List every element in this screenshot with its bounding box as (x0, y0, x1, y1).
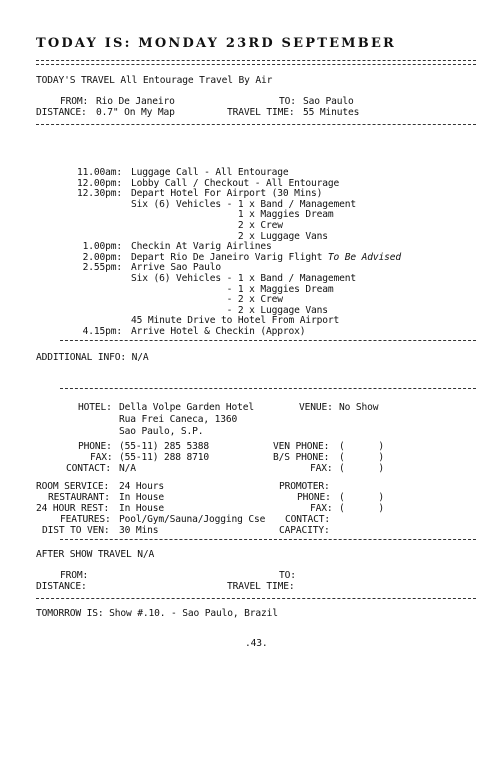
venue-value: No Show (339, 402, 379, 413)
section-divider (36, 598, 476, 599)
hotel-fax-value: (55-11) 288 8710 (119, 452, 210, 463)
schedule-text-main: Arrive Sao Paulo (131, 262, 222, 273)
page-heading: TODAY IS: MONDAY 23RD SEPTEMBER (36, 36, 397, 51)
rest24-value: In House (119, 503, 165, 514)
after-show-title: AFTER SHOW TRAVEL N/A (36, 549, 155, 560)
travel-distance-label: DISTANCE: (36, 107, 87, 118)
features-value: Pool/Gym/Sauna/Jogging Cse (119, 514, 266, 525)
ven-fax-value: ( ) (339, 463, 385, 474)
hotel-contact-label: CONTACT: (66, 463, 112, 474)
travel-title: TODAY'S TRAVEL All Entourage Travel By Air (36, 75, 273, 86)
schedule-text-main: 45 Minute Drive to Hotel From Airport (131, 315, 340, 326)
restaurant-label: RESTAURANT: (48, 492, 110, 503)
travel-from-value: Rio De Janeiro (96, 96, 175, 107)
schedule-time: 11.00am: (76, 167, 122, 178)
travel-to-value: Sao Paulo (303, 96, 354, 107)
schedule-text-main: Depart Hotel For Airport (30 Mins) (131, 188, 323, 199)
promoter-contact-label: CONTACT: (285, 514, 331, 525)
hotel-contact-value: N/A (119, 463, 136, 474)
tomorrow-line: TOMORROW IS: Show #.10. - Sao Paulo, Brazil (36, 608, 278, 619)
ven-phone-value: ( ) (339, 441, 385, 452)
schedule-text-main: Six (6) Vehicles - 1 x Band / Management (131, 199, 357, 210)
promoter-phone-value: ( ) (339, 492, 385, 503)
bs-phone-value: ( ) (339, 452, 385, 463)
section-divider (36, 124, 476, 125)
capacity-label: CAPACITY: (279, 525, 330, 536)
schedule-text (131, 326, 305, 338)
schedule-text-main: Depart Rio De Janeiro Varig Flight (131, 252, 328, 263)
travel-to-label: TO: (279, 96, 296, 107)
venue-label: VENUE: (299, 402, 333, 413)
section-divider (60, 388, 476, 389)
travel-time-value: 55 Minutes (303, 107, 360, 118)
travel-from-label: FROM: (60, 96, 89, 107)
ven-phone-label: VEN PHONE: (273, 441, 330, 452)
hotel-phone-value: (55-11) 285 5388 (119, 441, 210, 452)
after-show-to-label: TO: (279, 570, 296, 581)
schedule-text-main: Six (6) Vehicles - 1 x Band / Management (131, 273, 357, 284)
travel-time-label: TRAVEL TIME: (227, 107, 295, 118)
schedule-time: 1.00pm: (82, 241, 122, 252)
schedule-time: 2.55pm: (82, 262, 122, 273)
schedule-text-main: Checkin At Varig Airlines (131, 241, 272, 252)
promoter-fax-value: ( ) (339, 503, 385, 514)
page-number: .43. (245, 638, 268, 649)
schedule-text-main: - 2 x Crew (131, 294, 283, 305)
schedule-time: 2.00pm: (82, 252, 122, 263)
schedule-time: 12.00pm: (76, 178, 122, 189)
features-label: FEATURES: (60, 514, 111, 525)
hotel-address-line-1: Della Volpe Garden Hotel (119, 402, 255, 413)
schedule-text-main: 2 x Luggage Vans (131, 231, 328, 242)
double-rule (36, 60, 476, 65)
after-show-travel-time-label: TRAVEL TIME: (227, 581, 295, 592)
schedule-time: 4.15pm: (82, 326, 122, 337)
dist-to-venue-value: 30 Mins (119, 525, 159, 536)
schedule-text-main: 1 x Maggies Dream (131, 209, 334, 220)
promoter-fax-label: FAX: (310, 503, 333, 514)
travel-distance-value: 0.7" On My Map (96, 107, 175, 118)
ven-fax-label: FAX: (310, 463, 333, 474)
schedule-text-main: Lobby Call / Checkout - All Entourage (131, 178, 340, 189)
room-service-label: ROOM SERVICE: (36, 481, 110, 492)
bs-phone-label: B/S PHONE: (273, 452, 330, 463)
additional-info: ADDITIONAL INFO: N/A (36, 352, 149, 363)
hotel-address-line-3: Sao Paulo, S.P. (119, 426, 204, 437)
room-service-value: 24 Hours (119, 481, 165, 492)
schedule-text-main: Arrive Hotel & Checkin (Approx) (131, 326, 306, 337)
hotel-label: HOTEL: (78, 402, 112, 413)
hotel-address-line-2: Rua Frei Caneca, 1360 (119, 414, 238, 425)
hotel-phone-label: PHONE: (78, 441, 112, 452)
schedule-text-italic: To Be Advised (327, 252, 402, 263)
promoter-phone-label: PHONE: (297, 492, 331, 503)
rest24-label: 24 HOUR REST: (36, 503, 110, 514)
section-divider (60, 340, 476, 341)
schedule-text-main: Luggage Call - All Entourage (131, 167, 289, 178)
promoter-label: PROMOTER: (279, 481, 330, 492)
dist-to-venue-label: DIST TO VEN: (42, 525, 110, 536)
restaurant-value: In House (119, 492, 165, 503)
schedule-text-main: - 2 x Luggage Vans (131, 305, 328, 316)
schedule-text-main: 2 x Crew (131, 220, 283, 231)
schedule-time: 12.30pm: (76, 188, 122, 199)
after-show-distance-label: DISTANCE: (36, 581, 87, 592)
schedule-text-main: - 1 x Maggies Dream (131, 284, 334, 295)
section-divider (60, 539, 476, 540)
hotel-fax-label: FAX: (90, 452, 113, 463)
after-show-from-label: FROM: (60, 570, 89, 581)
